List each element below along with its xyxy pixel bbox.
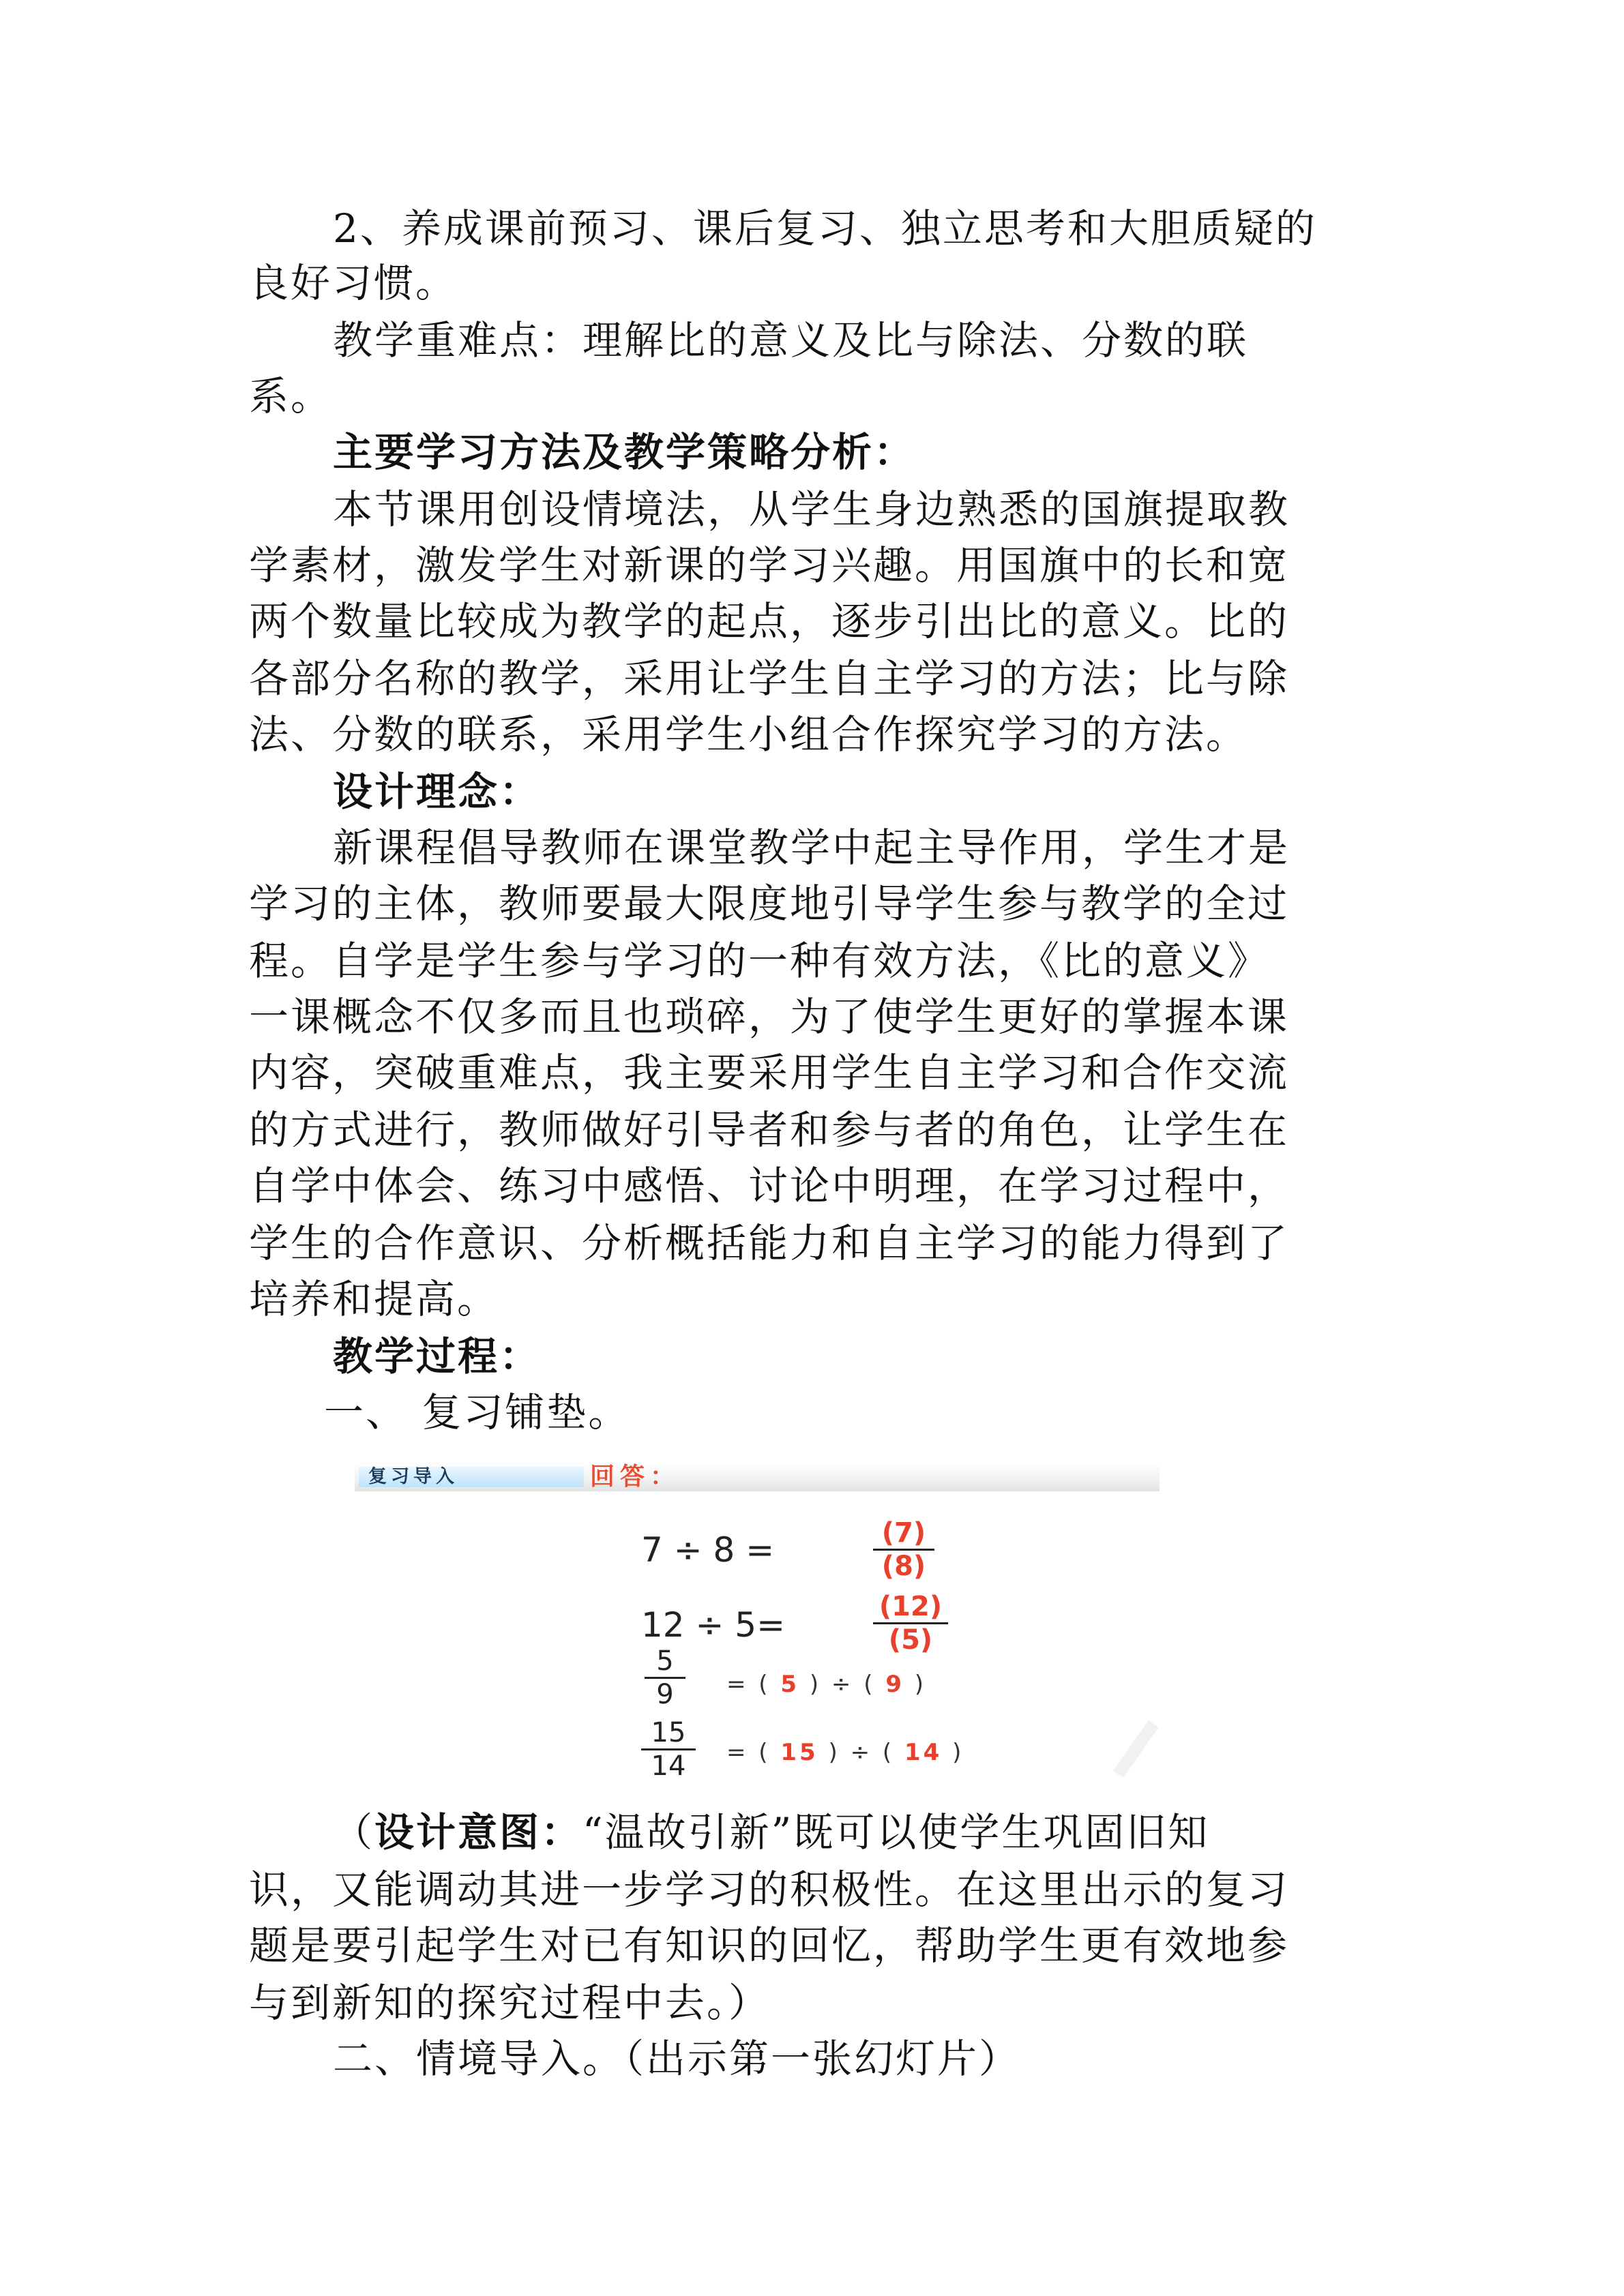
slide-tag: 复习导入 <box>359 1467 584 1487</box>
section-heading: 教学过程： <box>333 1333 542 1380</box>
paragraph-line: 程。自学是学生参与学习的一种有效方法，《比的意义》 <box>249 938 1270 984</box>
eq-text: ) <box>914 1671 927 1698</box>
section-heading: 设计理念： <box>333 769 542 815</box>
equation-4-right <box>726 1739 964 1766</box>
paragraph-line: 一课概念不仅多而且也琐碎，为了使学生更好的掌握本课 <box>249 994 1290 1040</box>
paren-open: （ <box>333 1809 375 1855</box>
slide-answer-label: 回答： <box>590 1463 681 1491</box>
fraction-denominator: 14 <box>651 1750 686 1782</box>
paragraph-line: 的方式进行，教师做好引导者和参与者的角色，让学生在 <box>249 1107 1290 1153</box>
equation-1-fraction <box>873 1519 934 1581</box>
fraction-numerator: (7) <box>881 1517 926 1549</box>
paragraph-line: 识，又能调动其进一步学习的积极性。在这里出示的复习 <box>249 1866 1290 1913</box>
paragraph-line: 教学重难点：理解比的意义及比与除法、分数的联 <box>333 317 1249 363</box>
paragraph-line: 2、养成课前预习、课后复习、独立思考和大胆质疑的 <box>333 205 1317 252</box>
paragraph-line: 培养和提高。 <box>249 1276 499 1322</box>
paragraph-line: 与到新知的探究过程中去。） <box>249 1980 771 2026</box>
paragraph-line: 学素材，激发学生对新课的学习兴趣。用国旗中的长和宽 <box>249 542 1290 588</box>
answer-value: 9 <box>885 1671 904 1698</box>
paragraph-line: 本节课用创设情境法，从学生身边熟悉的国旗提取教 <box>333 486 1290 533</box>
section-heading: 主要学习方法及教学策略分析： <box>333 429 916 475</box>
eq-text: = ( <box>726 1739 771 1766</box>
paragraph-line: 新课程倡导教师在课堂教学中起主导作用，学生才是 <box>333 824 1290 871</box>
fraction-numerator: 15 <box>651 1717 686 1748</box>
answer-value: 14 <box>904 1739 943 1766</box>
answer-value: 15 <box>780 1739 818 1766</box>
eq-text: = ( <box>726 1671 771 1698</box>
paragraph-line: 自学中体会、练习中感悟、讨论中明理，在学习过程中， <box>249 1163 1290 1209</box>
paragraph-line: 系。 <box>249 373 333 419</box>
paragraph-line: 学习的主体，教师要最大限度地引导学生参与教学的全过 <box>249 880 1290 927</box>
design-intent-label: 设计意图： <box>374 1809 583 1855</box>
paragraph-line: 两个数量比较成为教学的起点，逐步引出比的意义。比的 <box>249 598 1290 644</box>
paragraph-line: 内容，突破重难点，我主要采用学生自主学习和合作交流 <box>249 1049 1290 1096</box>
equation-1-left: 7 ÷ 8 = <box>641 1530 775 1570</box>
equation-3-fraction <box>645 1647 685 1709</box>
equation-4-fraction <box>641 1718 696 1780</box>
fraction-numerator: (12) <box>879 1591 943 1622</box>
equation-2-left: 12 ÷ 5= <box>641 1605 786 1645</box>
paragraph-line: 法、分数的联系，采用学生小组合作探究学习的方法。 <box>249 711 1248 758</box>
paragraph-line: 学生的合作意识、分析概括能力和自主学习的能力得到了 <box>249 1220 1290 1266</box>
eq-text: ) ÷ ( <box>828 1739 895 1766</box>
subsection-title: 二、情境导入。（出示第一张幻灯片） <box>333 2036 1021 2082</box>
fraction-denominator: 9 <box>656 1679 674 1710</box>
subsection-title: 一、 复习铺垫。 <box>324 1389 630 1435</box>
fraction-denominator: (5) <box>888 1624 933 1656</box>
design-intent-text: “温故引新”既可以使学生巩固旧知 <box>582 1809 1210 1855</box>
eq-text: ) <box>952 1739 964 1766</box>
equation-3-right <box>726 1671 926 1698</box>
fraction-denominator: (8) <box>881 1551 926 1582</box>
fraction-numerator: 5 <box>656 1645 674 1677</box>
paragraph-line: 良好习惯。 <box>249 260 458 306</box>
paragraph-line: 题是要引起学生对已有知识的回忆，帮助学生更有效地参 <box>249 1922 1290 1969</box>
review-slide <box>355 1463 1160 1783</box>
equation-2-fraction <box>873 1592 948 1654</box>
eq-text: ) ÷ ( <box>809 1671 876 1698</box>
paragraph-line <box>333 1804 1209 1860</box>
answer-value: 5 <box>780 1671 800 1698</box>
paragraph-line: 各部分名称的教学，采用让学生自主学习的方法；比与除 <box>249 655 1290 702</box>
